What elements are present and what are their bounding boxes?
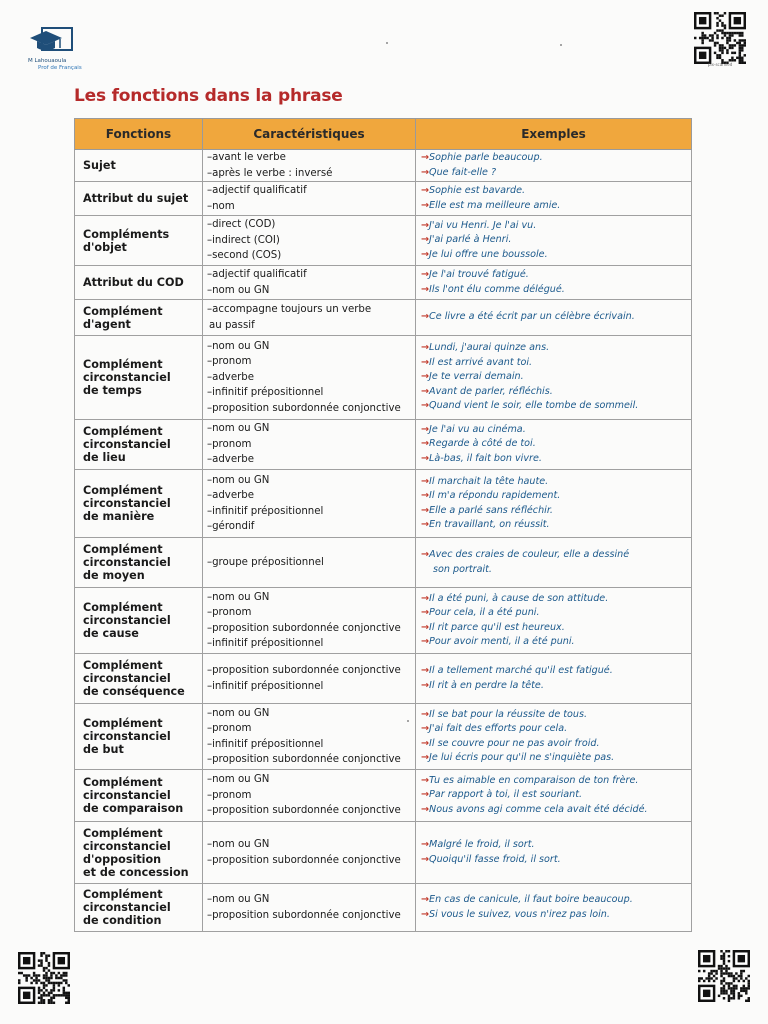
table-row [75, 266, 692, 300]
examples-cell [416, 588, 692, 654]
table-row [75, 538, 692, 588]
function-label: Complément [83, 717, 163, 730]
function-label: Complément [83, 888, 163, 901]
examples-cell [416, 770, 692, 822]
functions-table [74, 118, 692, 932]
function-label: Complément [83, 659, 163, 672]
characteristic-item: – accompagne toujours un verbe [207, 302, 409, 318]
example-item: → Il rit à en perdre la tête. [421, 679, 685, 694]
example-item: → Je lui offre une boussole. [421, 248, 685, 263]
example-item: → Lundi, j'aurai quinze ans. [421, 341, 685, 356]
examples-cell [416, 822, 692, 884]
examples-cell [416, 336, 692, 420]
function-cell [75, 588, 203, 654]
function-label: de manière [83, 510, 155, 523]
function-label: d'objet [83, 240, 127, 254]
characteristic-item: – nom [207, 199, 409, 215]
characteristic-item: – infinitif prépositionnel [207, 385, 409, 401]
characteristic-item: – adjectif qualificatif [207, 183, 409, 199]
example-item: → Je l'ai vu au cinéma. [421, 423, 685, 438]
table-row [75, 300, 692, 336]
function-cell [75, 654, 203, 704]
example-item: → Il est arrivé avant toi. [421, 356, 685, 371]
example-item: → Pour avoir menti, il a été puni. [421, 635, 685, 650]
function-cell [75, 538, 203, 588]
example-item: → Avant de parler, réfléchis. [421, 385, 685, 400]
examples-cell [416, 150, 692, 182]
function-label: d'opposition [83, 852, 162, 866]
function-label: d'agent [83, 317, 131, 331]
characteristic-item: – infinitif prépositionnel [207, 737, 409, 753]
example-item: → Elle est ma meilleure amie. [421, 199, 685, 214]
logo [28, 26, 98, 71]
examples-cell [416, 538, 692, 588]
characteristic-item: – proposition subordonnée conjonctive [207, 752, 409, 768]
function-label: de lieu [83, 451, 126, 464]
table-row [75, 884, 692, 932]
characteristic-item: – infinitif prépositionnel [207, 636, 409, 652]
table-row [75, 150, 692, 182]
characteristic-item: – infinitif prépositionnel [207, 679, 409, 695]
characteristic-item: – proposition subordonnée conjonctive [207, 663, 409, 679]
function-label: Complément [83, 601, 163, 614]
function-label: de condition [83, 914, 162, 927]
function-label: Complément [83, 425, 163, 438]
function-label: circonstanciel [83, 901, 171, 914]
characteristics-cell [203, 336, 416, 420]
example-item: → Je te verrai demain. [421, 370, 685, 385]
example-item: → Regarde à côté de toi. [421, 437, 685, 452]
example-item: → Là-bas, il fait bon vivre. [421, 452, 685, 467]
examples-cell [416, 182, 692, 216]
function-label: Complément [83, 543, 163, 556]
function-cell [75, 266, 203, 300]
characteristic-item: – infinitif prépositionnel [207, 504, 409, 520]
example-item: → Quoiqu'il fasse froid, il sort. [421, 853, 685, 868]
characteristic-item: – adverbe [207, 452, 409, 468]
example-item: → Que fait-elle ? [421, 166, 685, 181]
table-row [75, 704, 692, 770]
table-row [75, 470, 692, 538]
characteristics-cell [203, 654, 416, 704]
function-label: de cause [83, 627, 139, 640]
example-item: → Ils l'ont élu comme délégué. [421, 283, 685, 298]
examples-cell [416, 216, 692, 266]
function-label: Attribut du sujet [83, 192, 189, 205]
example-item: → Je l'ai trouvé fatigué. [421, 268, 685, 283]
example-item: → J'ai vu Henri. Je l'ai vu. [421, 219, 685, 234]
function-cell [75, 300, 203, 336]
function-cell [75, 704, 203, 770]
characteristic-item: – pronom [207, 437, 409, 453]
example-item: → Nous avons agi comme cela avait été décidé. [421, 803, 685, 818]
example-item: → Il a tellement marché qu'il est fatigué. [421, 664, 685, 679]
characteristic-item: – nom ou GN [207, 706, 409, 722]
table-row [75, 336, 692, 420]
function-label: Complément [83, 304, 163, 318]
example-item: son portrait. [433, 563, 492, 575]
function-label: Attribut du COD [83, 276, 184, 289]
function-cell [75, 150, 203, 182]
function-label: circonstanciel [83, 789, 171, 802]
example-item: → Malgré le froid, il sort. [421, 838, 685, 853]
function-label: circonstanciel [83, 839, 171, 853]
function-label: Complément [83, 776, 163, 789]
characteristics-cell [203, 704, 416, 770]
table-row [75, 420, 692, 470]
table-row [75, 588, 692, 654]
characteristic-item: – nom ou GN [207, 283, 409, 299]
function-label: Complément [83, 484, 163, 497]
characteristics-cell [203, 420, 416, 470]
examples-cell [416, 884, 692, 932]
function-cell [75, 470, 203, 538]
table-row [75, 770, 692, 822]
examples-cell [416, 470, 692, 538]
logo-name: M Lahouaoula [28, 58, 67, 64]
characteristic-item: – nom ou GN [207, 892, 409, 908]
characteristic-item: – nom ou GN [207, 590, 409, 606]
header-caracteristiques: Caractéristiques [203, 119, 416, 150]
characteristic-item: – pronom [207, 721, 409, 737]
characteristic-item: au passif [209, 319, 255, 331]
example-item: → Il se couvre pour ne pas avoir froid. [421, 737, 685, 752]
examples-cell [416, 654, 692, 704]
characteristic-item: – nom ou GN [207, 421, 409, 437]
characteristics-cell [203, 822, 416, 884]
characteristic-item: – proposition subordonnée conjonctive [207, 853, 409, 869]
examples-cell [416, 300, 692, 336]
example-item: → Elle a parlé sans réfléchir. [421, 504, 685, 519]
characteristic-item: – pronom [207, 788, 409, 804]
function-label: de temps [83, 384, 142, 397]
example-item: → Si vous le suivez, vous n'irez pas loin. [421, 908, 685, 923]
characteristic-item: – proposition subordonnée conjonctive [207, 803, 409, 819]
function-label: de but [83, 743, 124, 756]
function-label: Complément [83, 826, 163, 840]
scan-dot [386, 42, 388, 44]
characteristics-cell [203, 538, 416, 588]
characteristic-item: – adverbe [207, 370, 409, 386]
characteristics-cell [203, 770, 416, 822]
characteristics-cell [203, 216, 416, 266]
table-header-row [75, 119, 692, 150]
characteristic-item: – pronom [207, 354, 409, 370]
function-cell [75, 822, 203, 884]
qr-caption: pix-scanned [708, 62, 733, 67]
characteristics-cell [203, 150, 416, 182]
example-item: → En cas de canicule, il faut boire beaucoup. [421, 893, 685, 908]
characteristic-item: – proposition subordonnée conjonctive [207, 621, 409, 637]
function-label: de moyen [83, 569, 145, 582]
examples-cell [416, 420, 692, 470]
example-item: → Je lui écris pour qu'il ne s'inquiète pas. [421, 751, 685, 766]
example-item: → Pour cela, il a été puni. [421, 606, 685, 621]
function-label: circonstanciel [83, 672, 171, 685]
logo-role: Prof de Français [38, 64, 82, 71]
scan-dot [560, 44, 562, 46]
function-label: de comparaison [83, 802, 184, 815]
function-label: circonstanciel [83, 371, 171, 384]
characteristics-cell [203, 470, 416, 538]
table-row [75, 182, 692, 216]
header-exemples: Exemples [416, 119, 692, 150]
example-item: → Sophie est bavarde. [421, 184, 685, 199]
function-label: circonstanciel [83, 438, 171, 451]
example-item: → Il m'a répondu rapidement. [421, 489, 685, 504]
characteristic-item: – avant le verbe [207, 150, 409, 166]
characteristics-cell [203, 884, 416, 932]
example-item: → Tu es aimable en comparaison de ton frère. [421, 774, 685, 789]
function-cell [75, 770, 203, 822]
characteristics-cell [203, 182, 416, 216]
example-item: → J'ai parlé à Henri. [421, 233, 685, 248]
example-item: → Il a été puni, à cause de son attitude. [421, 592, 685, 607]
function-label: de conséquence [83, 685, 185, 698]
page-title: Les fonctions dans la phrase [74, 86, 343, 106]
characteristic-item: – après le verbe : inversé [207, 166, 409, 182]
characteristic-item: – nom ou GN [207, 837, 409, 853]
function-label: circonstanciel [83, 730, 171, 743]
example-item: → Il marchait la tête haute. [421, 475, 685, 490]
function-cell [75, 420, 203, 470]
example-item: → J'ai fait des efforts pour cela. [421, 722, 685, 737]
function-label: circonstanciel [83, 614, 171, 627]
characteristic-item: – nom ou GN [207, 339, 409, 355]
characteristic-item: – adjectif qualificatif [207, 267, 409, 283]
qr-code-icon [698, 950, 750, 1002]
characteristic-item: – proposition subordonnée conjonctive [207, 908, 409, 924]
function-label: circonstanciel [83, 556, 171, 569]
characteristics-cell [203, 300, 416, 336]
characteristic-item: – gérondif [207, 519, 409, 535]
characteristic-item: – second (COS) [207, 248, 409, 264]
characteristic-item: – proposition subordonnée conjonctive [207, 401, 409, 417]
examples-cell [416, 266, 692, 300]
function-label: Complément [83, 358, 163, 371]
qr-code-icon [18, 952, 70, 1004]
table-row [75, 822, 692, 884]
table-row [75, 216, 692, 266]
characteristic-item: – adverbe [207, 488, 409, 504]
example-item: → Il rit parce qu'il est heureux. [421, 621, 685, 636]
characteristics-cell [203, 588, 416, 654]
example-item: → Quand vient le soir, elle tombe de sommeil. [421, 399, 685, 414]
header-fonctions: Fonctions [75, 119, 203, 150]
characteristic-item: – direct (COD) [207, 217, 409, 233]
example-item: → Sophie parle beaucoup. [421, 151, 685, 166]
examples-cell [416, 704, 692, 770]
function-label: Sujet [83, 159, 116, 172]
graduation-cap-icon [28, 26, 74, 56]
characteristics-cell [203, 266, 416, 300]
example-item: → Avec des craies de couleur, elle a dessiné [421, 548, 685, 563]
characteristic-item: – nom ou GN [207, 473, 409, 489]
example-item: → Ce livre a été écrit par un célèbre écrivain. [421, 310, 685, 325]
characteristic-item: – pronom [207, 605, 409, 621]
characteristic-item: – groupe prépositionnel [207, 555, 409, 571]
function-label: Compléments [83, 227, 170, 241]
example-item: → Par rapport à toi, il est souriant. [421, 788, 685, 803]
example-item: → En travaillant, on réussit. [421, 518, 685, 533]
function-cell [75, 884, 203, 932]
characteristic-item: – indirect (COI) [207, 233, 409, 249]
example-item: → Il se bat pour la réussite de tous. [421, 708, 685, 723]
function-cell [75, 216, 203, 266]
function-label: circonstanciel [83, 497, 171, 510]
function-cell [75, 336, 203, 420]
qr-code-icon [694, 12, 746, 62]
characteristic-item: – nom ou GN [207, 772, 409, 788]
table-row [75, 654, 692, 704]
function-cell [75, 182, 203, 216]
function-label: et de concession [83, 865, 189, 879]
